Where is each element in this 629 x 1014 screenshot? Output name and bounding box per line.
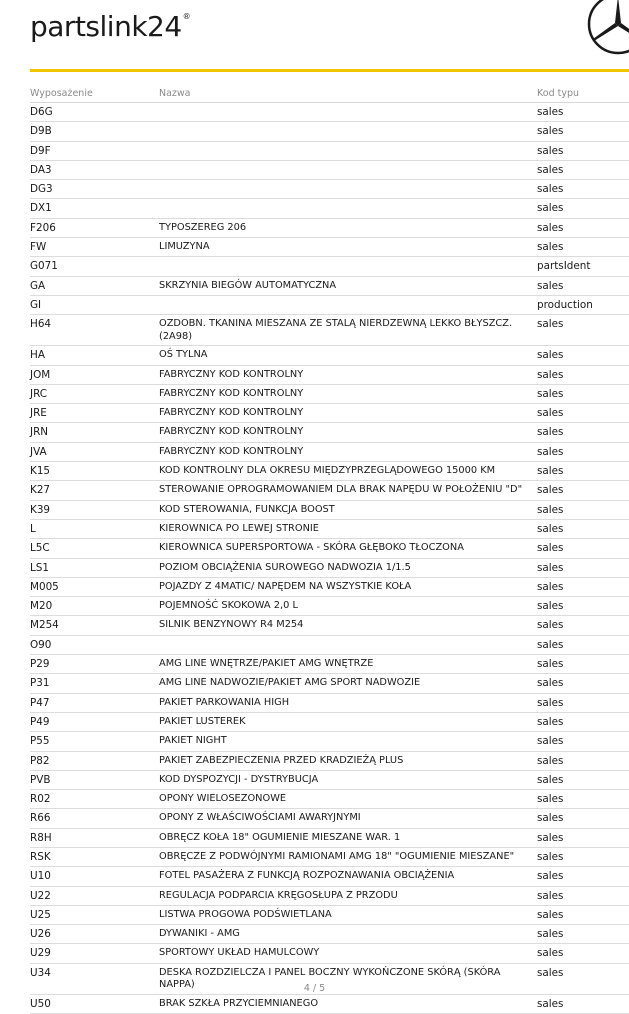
table-row [30, 122, 629, 141]
table-row [30, 141, 629, 160]
cell-type: sales [537, 693, 629, 712]
cell-code: JRE [30, 404, 159, 423]
cell-type: sales [537, 442, 629, 461]
cell-name: LIMUZYNA [159, 238, 537, 257]
cell-code: F206 [30, 218, 159, 237]
cell-code: U10 [30, 867, 159, 886]
cell-name: TYPOSZEREG 206 [159, 218, 537, 237]
cell-name: POZIOM OBCIĄŻENIA SUROWEGO NADWOZIA 1/1.5 [159, 558, 537, 577]
cell-type: sales [537, 770, 629, 789]
cell-name: KOD KONTROLNY DLA OKRESU MIĘDZYPRZEGLĄDOWEGO 15000 KM [159, 462, 537, 481]
table-row [30, 635, 629, 654]
cell-name: KIEROWNICA SUPERSPORTOWA - SKÓRA GŁĘBOKO TŁOCZONA [159, 539, 537, 558]
cell-type: sales [537, 315, 629, 346]
table-row [30, 770, 629, 789]
cell-type: sales [537, 635, 629, 654]
cell-name: OBRĘCZ KOŁA 18" OGUMIENIE MIESZANE WAR. 1 [159, 828, 537, 847]
cell-name: SPORTOWY UKŁAD HAMULCOWY [159, 944, 537, 963]
cell-code: L5C [30, 539, 159, 558]
cell-type: sales [537, 481, 629, 500]
mercedes-star-icon [582, 0, 629, 66]
cell-code: GI [30, 295, 159, 314]
cell-type: sales [537, 180, 629, 199]
cell-code: DG3 [30, 180, 159, 199]
cell-code: D9B [30, 122, 159, 141]
cell-code: DA3 [30, 160, 159, 179]
table-row [30, 346, 629, 365]
cell-code: D9F [30, 141, 159, 160]
cell-name: PAKIET LUSTEREK [159, 712, 537, 731]
cell-type: sales [537, 218, 629, 237]
cell-code: PVB [30, 770, 159, 789]
cell-code: JRC [30, 384, 159, 403]
table-row [30, 500, 629, 519]
table-row [30, 365, 629, 384]
header-name: Nazwa [159, 85, 537, 103]
cell-code: DX1 [30, 199, 159, 218]
table-row [30, 257, 629, 276]
cell-type: sales [537, 141, 629, 160]
cell-code: M20 [30, 597, 159, 616]
cell-code: R8H [30, 828, 159, 847]
table-row [30, 180, 629, 199]
table-row [30, 674, 629, 693]
cell-code: P29 [30, 655, 159, 674]
cell-code: P47 [30, 693, 159, 712]
cell-type: sales [537, 712, 629, 731]
cell-code: O90 [30, 635, 159, 654]
cell-name [159, 295, 537, 314]
cell-type: sales [537, 886, 629, 905]
cell-name: PAKIET PARKOWANIA HIGH [159, 693, 537, 712]
cell-name: FABRYCZNY KOD KONTROLNY [159, 365, 537, 384]
cell-code: GA [30, 276, 159, 295]
cell-type: partsIdent [537, 257, 629, 276]
cell-type: sales [537, 790, 629, 809]
table-row [30, 597, 629, 616]
cell-type: sales [537, 751, 629, 770]
cell-name: DESKA ROZDZIELCZA I PANEL BOCZNY WYKOŃCZONE SKÓRĄ (SKÓRA NAPPA) [159, 963, 537, 994]
cell-name: OZDOBN. TKANINA MIESZANA ZE STALĄ NIERDZEWNĄ LEKKO BŁYSZCZ. (2A98) [159, 315, 537, 346]
cell-name [159, 122, 537, 141]
table-row [30, 886, 629, 905]
table-row [30, 925, 629, 944]
cell-type: sales [537, 238, 629, 257]
table-row [30, 905, 629, 924]
header-equipment: Wyposażenie [30, 85, 159, 103]
cell-code: U50 [30, 994, 159, 1013]
cell-name: BRAK SZKŁA PRZYCIEMNIANEGO [159, 994, 537, 1013]
table-row [30, 655, 629, 674]
cell-name: OPONY Z WŁAŚCIWOŚCIAMI AWARYJNYMI [159, 809, 537, 828]
cell-name: POJAZDY Z 4MATIC/ NAPĘDEM NA WSZYSTKIE KOŁA [159, 577, 537, 596]
cell-name: POJEMNOŚĆ SKOKOWA 2,0 L [159, 597, 537, 616]
cell-name: FABRYCZNY KOD KONTROLNY [159, 423, 537, 442]
cell-name [159, 180, 537, 199]
table-row [30, 160, 629, 179]
cell-type: production [537, 295, 629, 314]
cell-name: PAKIET NIGHT [159, 732, 537, 751]
table-row [30, 693, 629, 712]
table-row [30, 577, 629, 596]
cell-code: U22 [30, 886, 159, 905]
cell-type: sales [537, 963, 629, 994]
cell-type: sales [537, 199, 629, 218]
cell-type: sales [537, 674, 629, 693]
cell-name [159, 141, 537, 160]
cell-code: LS1 [30, 558, 159, 577]
table-row [30, 442, 629, 461]
cell-type: sales [537, 828, 629, 847]
cell-code: P82 [30, 751, 159, 770]
cell-type: sales [537, 994, 629, 1013]
cell-name: SKRZYNIA BIEGÓW AUTOMATYCZNA [159, 276, 537, 295]
cell-type: sales [537, 944, 629, 963]
table-row [30, 994, 629, 1013]
cell-type: sales [537, 365, 629, 384]
cell-name: FABRYCZNY KOD KONTROLNY [159, 404, 537, 423]
cell-code: P55 [30, 732, 159, 751]
page-header [0, 0, 629, 74]
table-row [30, 103, 629, 122]
cell-type: sales [537, 539, 629, 558]
cell-type: sales [537, 809, 629, 828]
cell-code: U34 [30, 963, 159, 994]
cell-code: G071 [30, 257, 159, 276]
equipment-table [30, 85, 629, 1014]
cell-name: OBRĘCZE Z PODWÓJNYMI RAMIONAMI AMG 18" "OGUMIENIE MIESZANE" [159, 847, 537, 866]
page-number: 4 / 5 [303, 983, 326, 994]
cell-name: SILNIK BENZYNOWY R4 M254 [159, 616, 537, 635]
cell-code: U26 [30, 925, 159, 944]
cell-name: KIEROWNICA PO LEWEJ STRONIE [159, 519, 537, 538]
cell-code: L [30, 519, 159, 538]
cell-type: sales [537, 847, 629, 866]
cell-type: sales [537, 867, 629, 886]
cell-type: sales [537, 103, 629, 122]
cell-type: sales [537, 160, 629, 179]
table-row [30, 944, 629, 963]
cell-type: sales [537, 519, 629, 538]
cell-name: OPONY WIELOSEZONOWE [159, 790, 537, 809]
cell-name: AMG LINE WNĘTRZE/PAKIET AMG WNĘTRZE [159, 655, 537, 674]
cell-name [159, 257, 537, 276]
cell-type: sales [537, 597, 629, 616]
cell-name [159, 160, 537, 179]
table-row [30, 384, 629, 403]
cell-code: M005 [30, 577, 159, 596]
cell-code: JRN [30, 423, 159, 442]
table-row [30, 404, 629, 423]
table-row [30, 539, 629, 558]
cell-name [159, 103, 537, 122]
cell-type: sales [537, 616, 629, 635]
table-row [30, 847, 629, 866]
cell-code: U25 [30, 905, 159, 924]
table-row [30, 199, 629, 218]
cell-type: sales [537, 423, 629, 442]
cell-code: FW [30, 238, 159, 257]
table-row [30, 751, 629, 770]
table-row [30, 809, 629, 828]
table-row [30, 276, 629, 295]
cell-code: HA [30, 346, 159, 365]
cell-name: FABRYCZNY KOD KONTROLNY [159, 384, 537, 403]
table-row [30, 790, 629, 809]
table-row [30, 462, 629, 481]
cell-type: sales [537, 462, 629, 481]
cell-code: M254 [30, 616, 159, 635]
cell-code: RSK [30, 847, 159, 866]
header-accent-rule [30, 69, 629, 72]
cell-name [159, 635, 537, 654]
cell-type: sales [537, 577, 629, 596]
table-row [30, 828, 629, 847]
cell-code: R66 [30, 809, 159, 828]
table-row [30, 315, 629, 346]
cell-code: K39 [30, 500, 159, 519]
table-row [30, 732, 629, 751]
cell-type: sales [537, 925, 629, 944]
cell-type: sales [537, 655, 629, 674]
cell-type: sales [537, 384, 629, 403]
cell-type: sales [537, 558, 629, 577]
cell-code: R02 [30, 790, 159, 809]
cell-code: K15 [30, 462, 159, 481]
table-row [30, 712, 629, 731]
cell-name [159, 199, 537, 218]
cell-name: AMG LINE NADWOZIE/PAKIET AMG SPORT NADWOZIE [159, 674, 537, 693]
cell-code: D6G [30, 103, 159, 122]
cell-code: P31 [30, 674, 159, 693]
cell-name: KOD DYSPOZYCJI - DYSTRYBUCJA [159, 770, 537, 789]
cell-name: LISTWA PROGOWA PODŚWIETLANA [159, 905, 537, 924]
cell-name: DYWANIKI - AMG [159, 925, 537, 944]
cell-name: STEROWANIE OPROGRAMOWANIEM DLA BRAK NAPĘDU W POŁOŻENIU "D" [159, 481, 537, 500]
header-type-code: Kod typu [537, 85, 629, 103]
cell-code: JOM [30, 365, 159, 384]
table-row [30, 295, 629, 314]
cell-type: sales [537, 276, 629, 295]
table-row [30, 558, 629, 577]
cell-name: KOD STEROWANIA, FUNKCJA BOOST [159, 500, 537, 519]
table-row [30, 238, 629, 257]
cell-name: PAKIET ZABEZPIECZENIA PRZED KRADZIEŻĄ PLUS [159, 751, 537, 770]
cell-code: K27 [30, 481, 159, 500]
table-row [30, 867, 629, 886]
partslink24-logo: partslink24® [30, 10, 191, 43]
cell-type: sales [537, 732, 629, 751]
cell-code: JVA [30, 442, 159, 461]
cell-name: OŚ TYLNA [159, 346, 537, 365]
table-row [30, 519, 629, 538]
cell-type: sales [537, 500, 629, 519]
cell-type: sales [537, 346, 629, 365]
cell-name: FABRYCZNY KOD KONTROLNY [159, 442, 537, 461]
cell-code: P49 [30, 712, 159, 731]
cell-name: REGULACJA PODPARCIA KRĘGOSŁUPA Z PRZODU [159, 886, 537, 905]
table-row [30, 218, 629, 237]
cell-code: H64 [30, 315, 159, 346]
cell-code: U29 [30, 944, 159, 963]
cell-type: sales [537, 905, 629, 924]
table-row [30, 616, 629, 635]
cell-name: FOTEL PASAŻERA Z FUNKCJĄ ROZPOZNAWANIA OBCIĄŻENIA [159, 867, 537, 886]
table-row [30, 423, 629, 442]
cell-type: sales [537, 122, 629, 141]
table-header-row [30, 85, 629, 103]
cell-type: sales [537, 404, 629, 423]
table-row [30, 481, 629, 500]
